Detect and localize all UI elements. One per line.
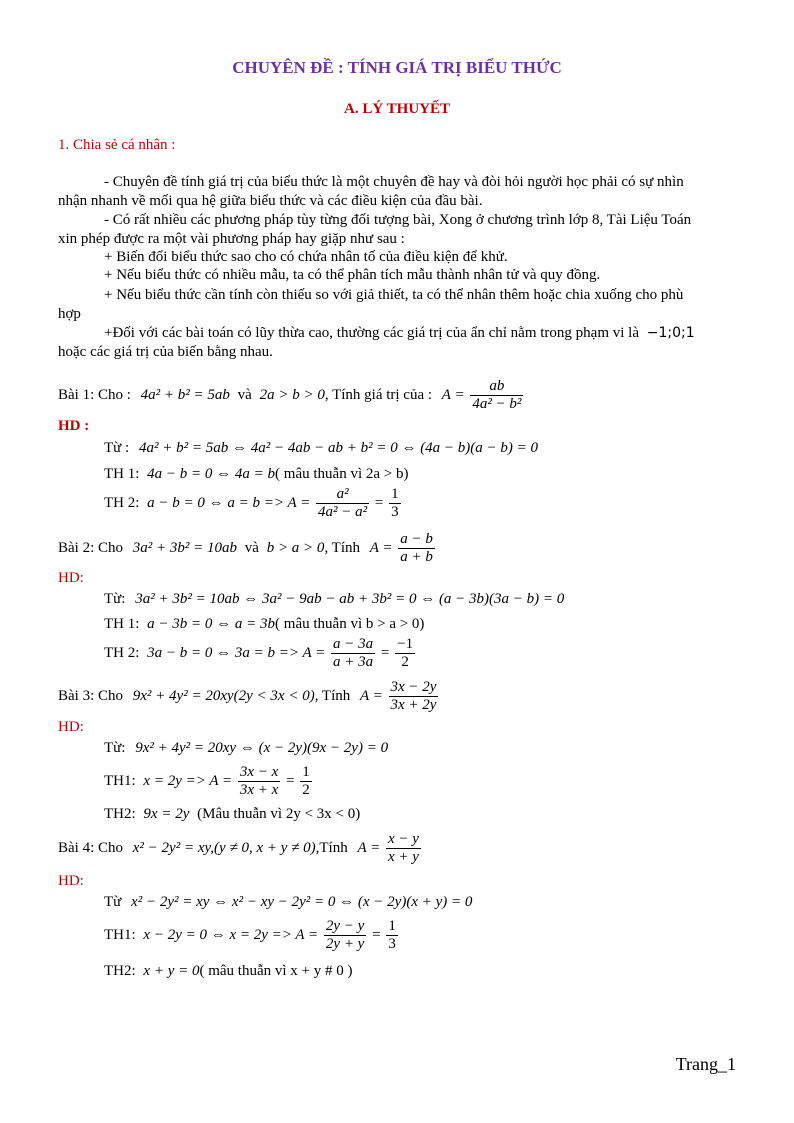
problem-4-case-1-label: TH1: bbox=[104, 926, 136, 943]
problem-3-case-2 bbox=[104, 806, 360, 823]
problem-1-equation: 4a² + b² = 5ab ⇔ 4a² − 4ab − ab + b² = 0 ⇔ (4a − b)(a − b) = 0 bbox=[138, 440, 539, 456]
problem-4-numerator: x − y bbox=[387, 831, 419, 847]
problem-3-equation: 9x² + 4y² = 20xy ⇔ (x − 2y)(9x − 2y) = 0 bbox=[135, 740, 389, 756]
intro-paragraph-1-cont: nhận nhanh về mối qua hệ giữa biểu thức và các điều kiện của đầu bài. bbox=[58, 193, 483, 209]
problem-1-step bbox=[104, 440, 538, 457]
problem-2-case-1 bbox=[104, 616, 424, 633]
problem-1-case-2-label: TH 2: bbox=[104, 494, 140, 511]
problem-1-condition: 4a² + b² = 5ab bbox=[140, 386, 230, 403]
problem-3-result-denominator: 2 bbox=[302, 782, 310, 798]
problem-2-condition: 3a² + 3b² = 10ab bbox=[132, 539, 238, 556]
problem-2-equation: 3a² + 3b² = 10ab ⇔ 3a² − 9ab − ab + 3b² = 0 ⇔ (a − 3b)(3a − b) = 0 bbox=[135, 591, 565, 607]
problem-1-expression-label: A = bbox=[441, 386, 465, 403]
problem-2-case-2: TH 2: 3a − b = 0 ⇔ 3a = b => A = $\frac{a - 3a}{a + 3a}$ = $\frac{-1}{2}$ bbox=[104, 636, 414, 670]
problem-2-case-2-denominator: a + 3a bbox=[333, 654, 374, 670]
problem-2-result-denominator: 2 bbox=[401, 654, 409, 670]
problem-4-case-2 bbox=[104, 963, 353, 980]
intro-bullet-4-text: +Đối với các bài toán có lũy thừa cao, thường các giá trị của ẩn chỉ nằm trong phạm vi là bbox=[104, 325, 639, 341]
problem-4-case-1-fraction bbox=[324, 918, 366, 953]
problem-2-ask: , Tính bbox=[324, 539, 360, 556]
problem-3-condition: 9x² + 4y² = 20xy(2y < 3x < 0) bbox=[132, 687, 315, 704]
problem-4-hint-label: HD: bbox=[58, 873, 84, 889]
problem-2-case-2-label: TH 2: bbox=[104, 644, 140, 661]
problem-3-from: Từ: bbox=[104, 740, 126, 756]
problem-3-case-1-fraction bbox=[238, 764, 280, 799]
problem-1-case-2-denominator: 4a² − a² bbox=[318, 504, 368, 520]
problem-3-case-1-equation: x = 2y => A = bbox=[143, 772, 233, 789]
problem-2-case-1-equation: a − 3b = 0 ⇔ a = 3b bbox=[147, 616, 276, 632]
problem-2-case-2-equation: 3a − b = 0 ⇔ 3a = b => A = bbox=[147, 644, 326, 661]
problem-4-case-1-equation: x − 2y = 0 ⇔ x = 2y => A = bbox=[143, 926, 319, 943]
intro-bullet-2: + Nếu biểu thức có nhiều mẫu, ta có thể phân tích mẫu thành nhân tử và quy đồng. bbox=[104, 267, 601, 283]
problem-4-equation: x² − 2y² = xy ⇔ x² − xy − 2y² = 0 ⇔ (x − 2y)(x + y) = 0 bbox=[131, 894, 473, 910]
problem-1-case-2: TH 2: a − b = 0 ⇔ a = b => A = $\frac{\text{a²}}{\text{4a² − a²}}$ = $\frac{1}{3}$ bbox=[104, 486, 399, 520]
problem-4-case-1: TH1: x − 2y = 0 ⇔ x = 2y => A = $\frac{2y - y}{2y + y}$ = $\frac{1}{3}$ bbox=[104, 918, 396, 952]
problem-4-result-fraction bbox=[386, 918, 398, 953]
problem-2-label: Bài 2: Cho bbox=[58, 539, 124, 556]
problem-2-result-fraction bbox=[395, 636, 415, 671]
intro-bullet-4 bbox=[104, 325, 695, 342]
problem-4-ask: ,Tính bbox=[315, 839, 348, 856]
problem-2-from: Từ: bbox=[104, 591, 126, 607]
problem-3-expression-label: A = bbox=[360, 687, 383, 704]
problem-2-condition-2: b > a > 0 bbox=[266, 539, 325, 556]
problem-2-case-2-numerator: a − 3a bbox=[333, 636, 374, 652]
problem-1-denominator: 4a² − b² bbox=[472, 396, 522, 412]
problem-3-case-1-numerator: 3x − x bbox=[239, 764, 279, 780]
problem-2-denominator: a + b bbox=[400, 549, 433, 565]
problem-1-and: và bbox=[237, 386, 252, 403]
problem-1-case-1-note: ( mâu thuẫn vì 2a > b) bbox=[275, 466, 409, 482]
intro-bullet-4-values: −1;0;1 bbox=[646, 325, 695, 341]
problem-4-from: Từ bbox=[104, 894, 122, 910]
problem-1-case-2-numerator: a² bbox=[316, 486, 369, 504]
problem-1-result-fraction bbox=[389, 486, 401, 521]
problem-3-case-2-equation: 9x = 2y bbox=[143, 806, 190, 822]
problem-4-statement bbox=[58, 831, 423, 866]
intro-bullet-4-cont: hoặc các giá trị của biến bằng nhau. bbox=[58, 344, 273, 360]
problem-1-numerator: ab bbox=[470, 378, 523, 396]
problem-2-hint-label: HD: bbox=[58, 570, 84, 586]
intro-paragraph-2: - Có rất nhiều các phương pháp tùy từng đối tượng bài, Xong ở chương trình lớp 8, Tài Liệu Toán bbox=[104, 212, 692, 228]
problem-2-numerator: a − b bbox=[400, 531, 433, 547]
problem-1-case-2-fraction bbox=[316, 486, 369, 521]
intro-bullet-3-cont: hợp bbox=[58, 306, 81, 322]
problem-2-case-2-fraction bbox=[331, 636, 375, 671]
problem-1-label: Bài 1: Cho : bbox=[58, 386, 131, 403]
problem-3-hint-label: HD: bbox=[58, 719, 84, 735]
section-heading: A. LÝ THUYẾT bbox=[344, 101, 450, 117]
problem-1-case-1 bbox=[104, 466, 408, 483]
problem-4-result-denominator: 3 bbox=[388, 936, 396, 952]
problem-3-ask: , Tính bbox=[314, 687, 351, 704]
page-title: CHUYÊN ĐỀ : TÍNH GIÁ TRỊ BIỂU THỨC bbox=[232, 58, 562, 77]
problem-1-case-2-equation: a − b = 0 ⇔ a = b => A = bbox=[147, 494, 311, 511]
problem-4-case-2-equation: x + y = 0 bbox=[143, 963, 200, 979]
problem-2-statement bbox=[58, 531, 437, 566]
problem-3-case-1-denominator: 3x + x bbox=[239, 782, 279, 798]
intro-paragraph-1: - Chuyên đề tính giá trị của biểu thức là một chuyên đề hay và đòi hỏi người học phải có sự nhìn bbox=[104, 174, 684, 190]
page-number: Trang_1 bbox=[675, 1054, 736, 1074]
problem-1-statement bbox=[58, 378, 525, 413]
problem-1-result-denominator: 3 bbox=[391, 504, 399, 520]
problem-3-result-fraction bbox=[300, 764, 312, 799]
problem-2-and: và bbox=[244, 539, 259, 556]
problem-3-step bbox=[104, 740, 388, 757]
problem-1-result-numerator: 1 bbox=[391, 486, 399, 502]
intro-bullet-1: + Biến đổi biểu thức sao cho có chứa nhân tố của điều kiện để khử. bbox=[104, 249, 508, 265]
problem-4-case-1-denominator: 2y + y bbox=[325, 936, 365, 952]
problem-1-fraction bbox=[470, 378, 523, 413]
problem-2-fraction bbox=[398, 531, 435, 566]
problem-3-result-numerator: 1 bbox=[302, 764, 310, 780]
problem-4-label: Bài 4: Cho bbox=[58, 839, 124, 856]
intro-heading: 1. Chia sẻ cá nhân : bbox=[58, 137, 176, 153]
problem-3-denominator: 3x + 2y bbox=[390, 697, 437, 713]
problem-3-label: Bài 3: Cho bbox=[58, 687, 124, 704]
problem-4-condition: x² − 2y² = xy,(y ≠ 0, x + y ≠ 0) bbox=[132, 839, 316, 856]
intro-paragraph-2-cont: xin phép được ra một vài phương pháp hay giặp như sau : bbox=[58, 231, 405, 247]
problem-4-step bbox=[104, 894, 472, 911]
problem-2-expression-label: A = bbox=[369, 539, 393, 556]
problem-2-case-1-note: ( mâu thuẫn vì b > a > 0) bbox=[275, 616, 425, 632]
problem-2-case-1-label: TH 1: bbox=[104, 616, 140, 632]
problem-3-case-1-label: TH1: bbox=[104, 772, 136, 789]
problem-3-case-1: TH1: x = 2y => A = $\frac{3x - x}{3x + x}$ = $\frac{1}{2}$ bbox=[104, 764, 310, 798]
intro-bullet-3: + Nếu biểu thức cần tính còn thiếu so với giả thiết, ta có thể nhân thêm hoặc chia xuống cho phù bbox=[104, 287, 684, 303]
problem-1-from: Từ : bbox=[104, 440, 130, 456]
problem-1-case-1-label: TH 1: bbox=[104, 466, 140, 482]
problem-1-ask: , Tính giá trị của : bbox=[324, 386, 433, 403]
problem-1-hint-label: HD : bbox=[58, 418, 90, 434]
problem-4-case-2-note: ( mâu thuẫn vì x + y # 0 ) bbox=[199, 963, 353, 979]
problem-3-statement bbox=[58, 679, 440, 714]
problem-3-case-2-note: (Mâu thuẫn vì 2y < 3x < 0) bbox=[197, 806, 361, 822]
problem-1-condition-2: 2a > b > 0 bbox=[259, 386, 325, 403]
problem-4-case-1-numerator: 2y − y bbox=[325, 918, 365, 934]
problem-4-denominator: x + y bbox=[387, 849, 419, 865]
problem-4-case-2-label: TH2: bbox=[104, 963, 136, 979]
problem-3-case-2-label: TH2: bbox=[104, 806, 136, 822]
problem-1-case-1-equation: 4a − b = 0 ⇔ 4a = b bbox=[147, 466, 276, 482]
problem-3-fraction bbox=[389, 679, 439, 714]
problem-4-fraction bbox=[386, 831, 421, 866]
problem-3-numerator: 3x − 2y bbox=[390, 679, 437, 695]
problem-2-result-numerator: −1 bbox=[397, 636, 414, 652]
problem-4-result-numerator: 1 bbox=[388, 918, 396, 934]
problem-2-step bbox=[104, 591, 564, 608]
problem-4-expression-label: A = bbox=[357, 839, 381, 856]
